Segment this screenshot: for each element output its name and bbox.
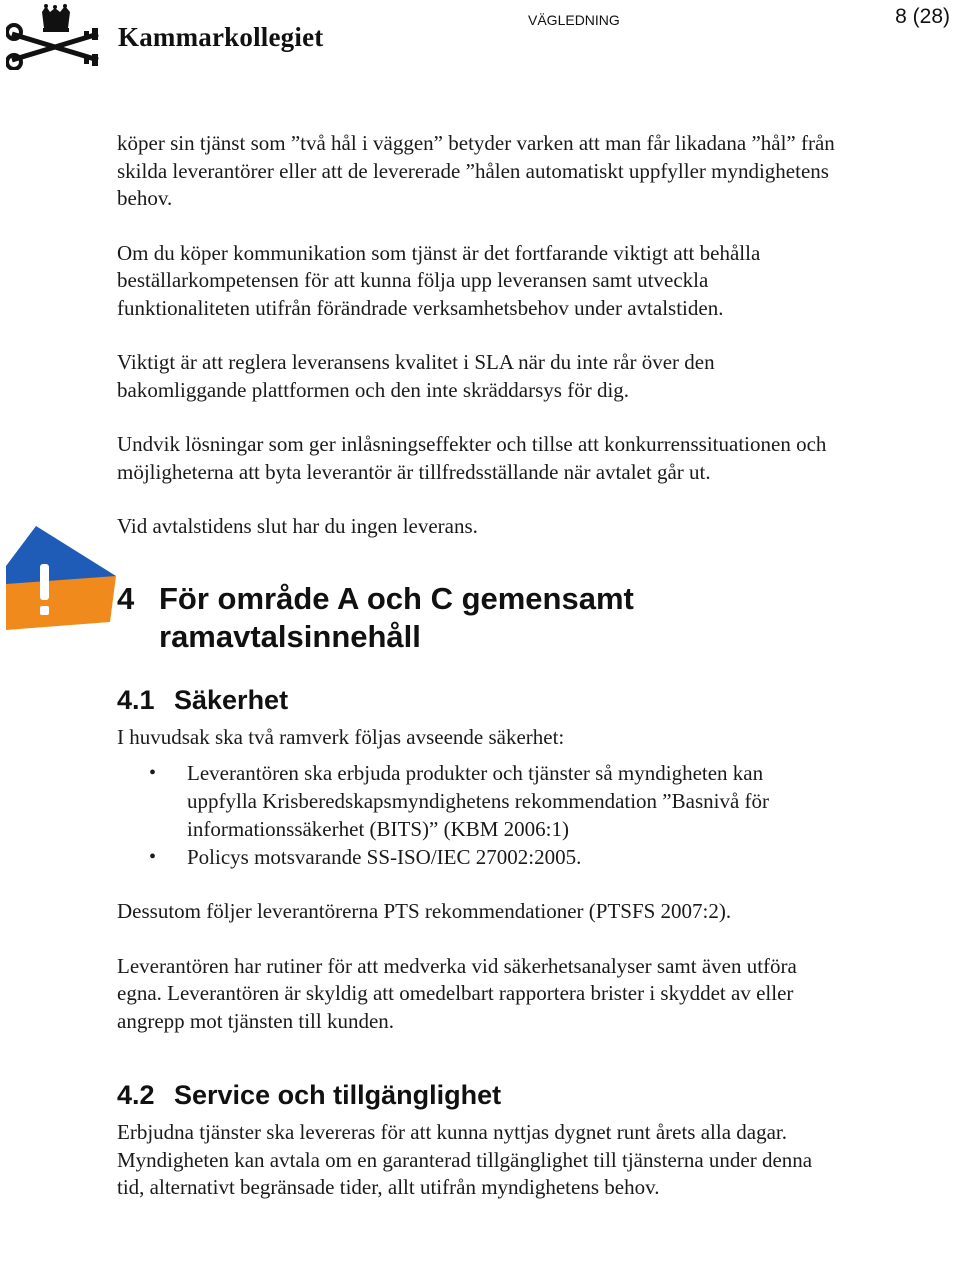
subsection-number: 4.2 [117, 1080, 155, 1110]
list-item-text: Policys motsvarande SS-ISO/IEC 27002:2005. [187, 845, 582, 869]
subsection-heading [117, 684, 837, 716]
bullet-list [117, 759, 837, 871]
section-heading [117, 580, 837, 656]
subsection-heading [117, 1079, 837, 1111]
logo-wordmark: Kammarkollegiet [118, 22, 324, 52]
document-body [117, 130, 837, 1229]
paragraph: Dessutom följer leverantörerna PTS rekommendationer (PTSFS 2007:2). [117, 899, 732, 923]
subsection-title: Säkerhet [174, 684, 289, 715]
paragraph: Om du köper kommunikation som tjänst är det fortfarande viktigt att behålla beställarkompetensen för att kunna följa upp leveransen samt utveckla funktionaliteten utifrån förändrade verksamhetsbehov under avtalstiden. [117, 240, 761, 320]
paragraph: Undvik lösningar som ger inlåsningseffekter och tillse att konkurrenssituationen och möjligheterna att byta leverantör är tillfredsställande när avtalet går ut. [117, 432, 827, 484]
paragraph: Viktigt är att reglera leveransens kvalitet i SLA när du inte rår över den bakomliggande plattformen och den inte skräddarsys för dig. [117, 350, 715, 402]
crown-keys-emblem-icon [6, 4, 116, 70]
subsection-title: Service och tillgänglighet [174, 1080, 502, 1110]
section-number: 4 [117, 580, 135, 616]
paragraph: Leverantören har rutiner för att medverka vid säkerhetsanalyser samt även utföra egna. Leverantören är skyldig att omedelbart rapportera brister i skyddet av eller angrepp mot tjänsten till kunden. [117, 953, 797, 1033]
kammarkollegiet-logo [6, 4, 326, 70]
paragraph: I huvudsak ska två ramverk följas avseende säkerhet: [117, 724, 565, 749]
section-title: För område A och C gemensamt ramavtalsinnehåll [159, 580, 634, 654]
subsection-number: 4.1 [117, 684, 155, 715]
paragraph: Erbjudna tjänster ska levereras för att kunna nyttjas dygnet runt årets alla dagar. Myndigheten kan avtala om en garanterad tillgänglighet till tjänsterna under denna tid, alternativt begränsade tider, allt utifrån myndighetens behov. [117, 1120, 813, 1199]
page-number: 8 (28) [895, 5, 950, 28]
document-type-label: VÄGLEDNING [528, 12, 620, 28]
list-item [117, 759, 837, 843]
list-item-text: Leverantören ska erbjuda produkter och tjänster så myndigheten kan uppfylla Krisberedskapsmyndighetens rekommendation ”Basnivå för informationssäkerhet (BITS)” (KBM 2006:1) [187, 761, 770, 841]
bullet-icon: • [149, 846, 157, 868]
paragraph: Vid avtalstidens slut har du ingen leverans. [117, 514, 478, 538]
paragraph: köper sin tjänst som ”två hål i väggen” betyder varken att man får likadana ”hål” från skilda leverantörer eller att de levererade ”hålen automatiskt uppfyller myndighetens behov. [117, 131, 835, 210]
list-item [117, 843, 837, 871]
bullet-icon: • [149, 762, 157, 784]
exclamation-warning-icon [6, 526, 116, 632]
